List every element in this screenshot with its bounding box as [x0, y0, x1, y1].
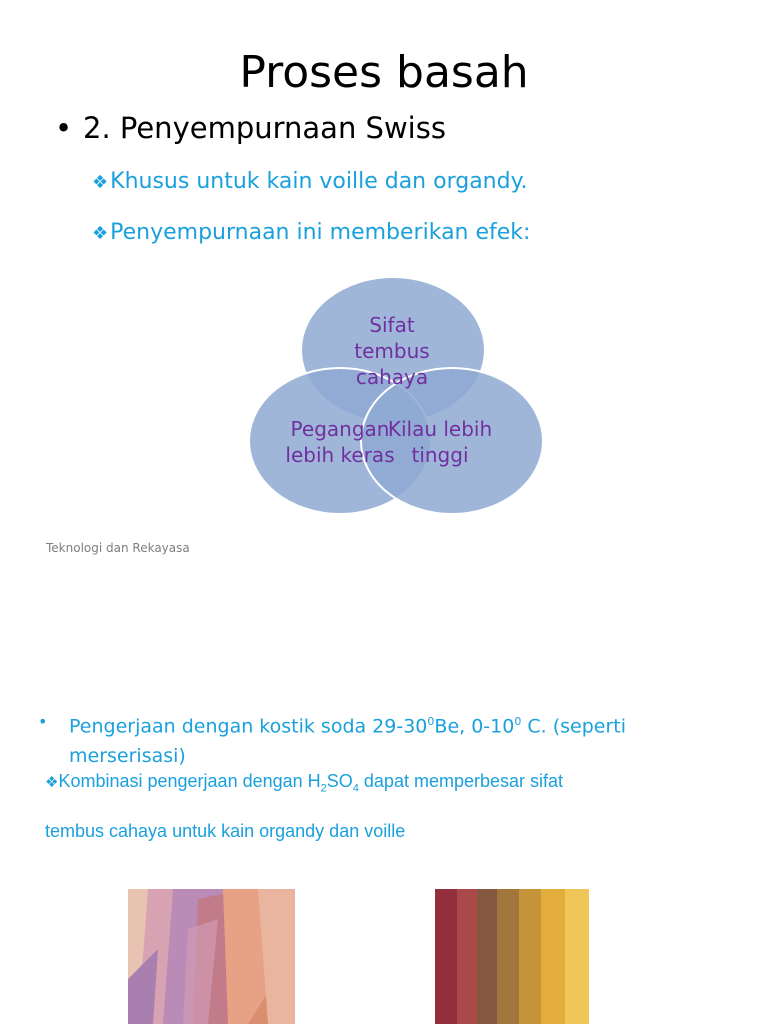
combo-text-line2: tembus cahaya untuk kain organdy dan voille	[45, 820, 406, 841]
process-text-a: Pengerjaan dengan kostik soda 29-30	[69, 715, 428, 738]
main-bullet-text: 2. Penyempurnaan Swiss	[83, 111, 446, 145]
fabric-drape-image	[128, 889, 295, 1024]
diamond-bullet-icon: ❖	[92, 223, 109, 244]
fabric-photo-voille	[435, 889, 589, 1024]
degree-sup-1: 0	[427, 715, 435, 728]
fabric-strips-image	[435, 889, 589, 1024]
bullet-marker: •	[55, 111, 73, 145]
sub-item-1	[92, 167, 527, 198]
combo-text-b: SO	[326, 771, 353, 791]
process-text-line2: merserisasi)	[69, 745, 186, 768]
venn-label-top-line: cahaya	[355, 365, 429, 389]
main-bullet	[55, 108, 446, 148]
venn-label-top-line: Sifat	[369, 313, 415, 337]
venn-label-right-line: tinggi	[411, 443, 469, 467]
venn-label-left-line: lebih keras	[285, 443, 395, 467]
venn-label-top-line: tembus	[354, 339, 430, 363]
venn-circles	[240, 270, 560, 530]
degree-sup-2: 0	[514, 715, 522, 728]
slide-title: Proses basah	[239, 47, 529, 98]
diamond-bullet-icon: ❖	[45, 774, 59, 791]
venn-diagram	[240, 270, 560, 530]
combo-sub-1: 2	[320, 782, 327, 795]
sub-item-2-text: Penyempurnaan ini memberikan efek:	[110, 220, 531, 245]
process-text-c: C. (seperti	[521, 715, 627, 738]
venn-label-top	[302, 312, 482, 390]
combo-text-a: Kombinasi pengerjaan dengan H	[58, 771, 321, 791]
process-text-b: Be, 0-10	[434, 715, 515, 738]
combination-note	[45, 760, 725, 852]
bullet-marker: •	[38, 712, 48, 731]
venn-label-right	[350, 416, 530, 468]
sub-item-2	[92, 218, 530, 249]
combo-sub-2: 4	[352, 782, 359, 795]
fabric-photo-organdy	[128, 889, 295, 1024]
diamond-bullet-icon: ❖	[92, 172, 109, 193]
venn-label-left-line: Pegangan	[290, 417, 390, 441]
sub-item-1-text: Khusus untuk kain voille dan organdy.	[110, 169, 528, 194]
combo-text-c: dapat memperbesar sifat	[358, 771, 564, 791]
venn-label-right-line: Kilau lebih	[387, 417, 493, 441]
slide-footer: Teknologi dan Rekayasa	[46, 541, 190, 555]
